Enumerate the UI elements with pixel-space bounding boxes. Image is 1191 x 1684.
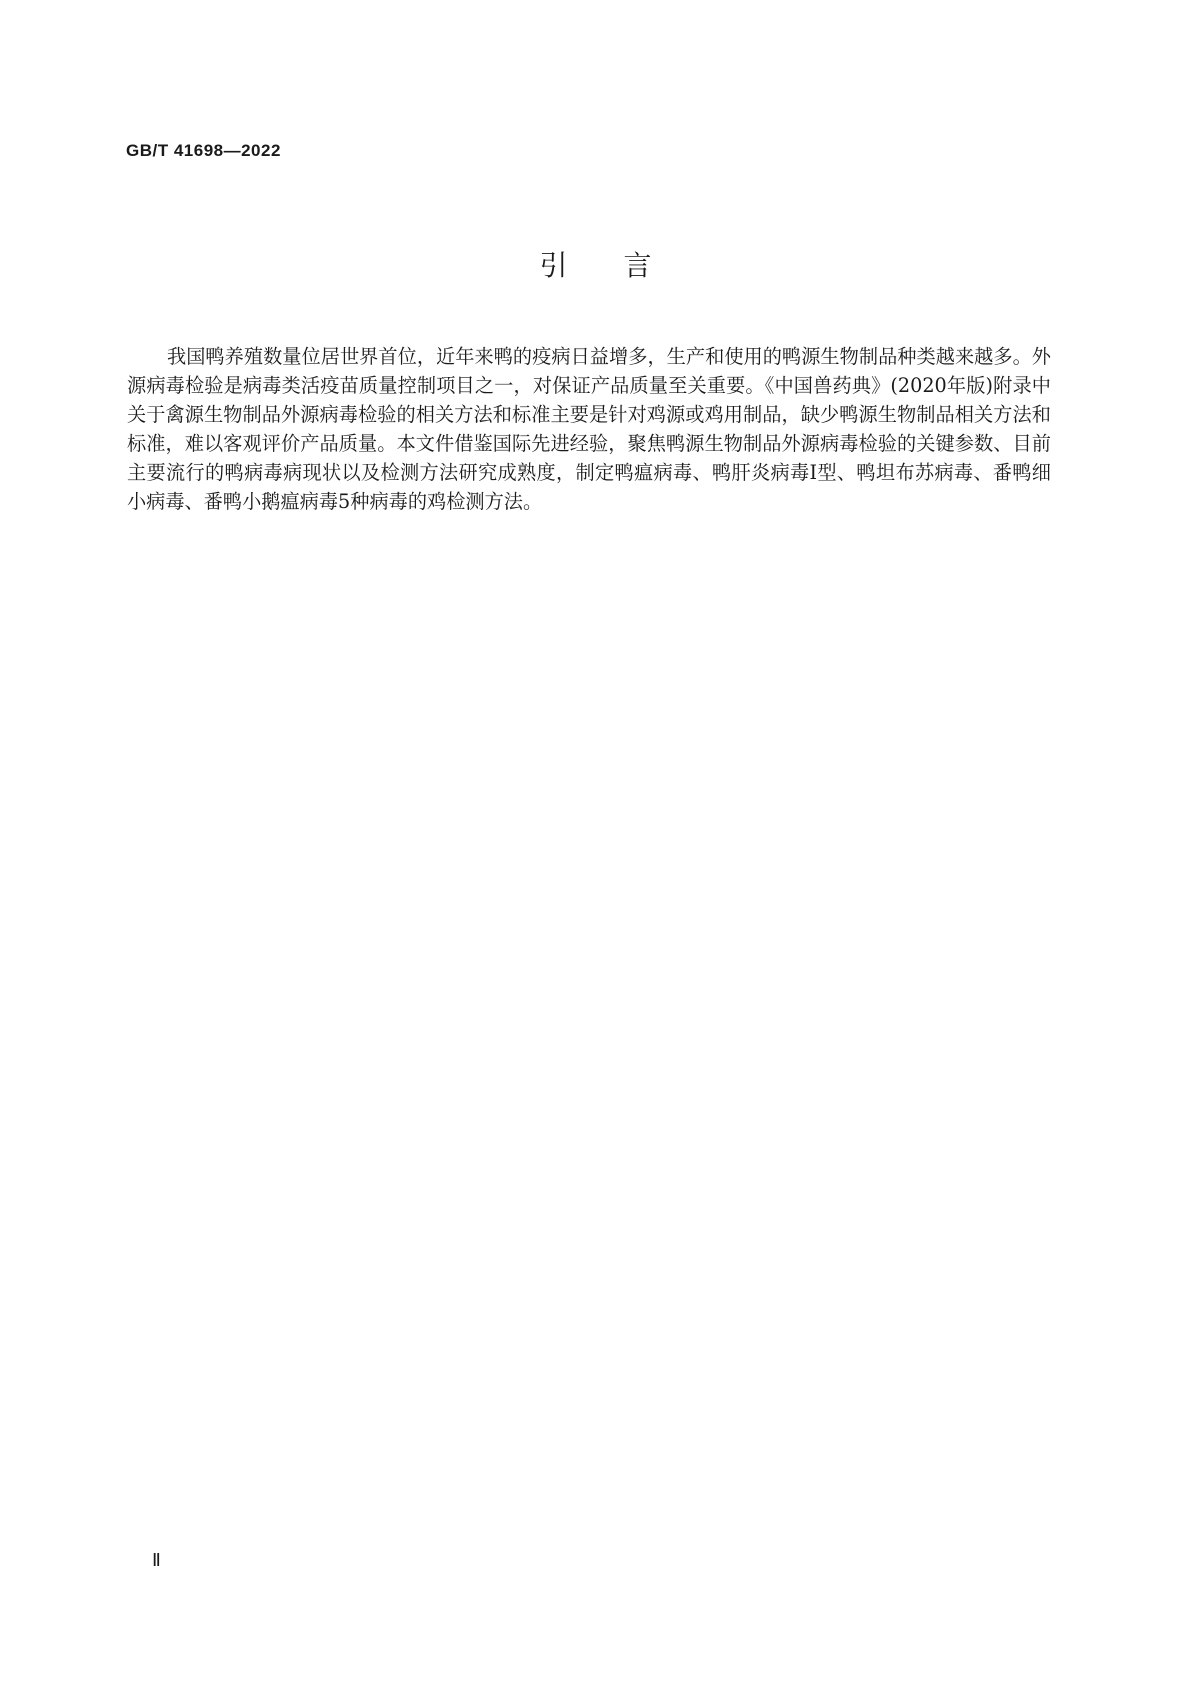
page-number: Ⅱ (152, 1550, 161, 1570)
standard-code: GB/T 41698—2022 (126, 141, 281, 160)
page-title: 引言 (539, 249, 708, 282)
introduction-paragraph: 我国鸭养殖数量位居世界首位，近年来鸭的疫病日益增多，生产和使用的鸭源生物制品种类越来越多。外源病毒检验是病毒类活疫苗质量控制项目之一，对保证产品质量至关重要。《中国兽药典》(2020年版)附录中关于禽源生物制品外源病毒检验的相关方法和标准主要是针对鸡源或鸡用制品，缺少鸭源生物制品相关方法和标准，难以客观评价产品质量。本文件借鉴国际先进经验，聚焦鸭源生物制品外源病毒检验的关键参数、目前主要流行的鸭病毒病现状以及检测方法研究成熟度，制定鸭瘟病毒、鸭肝炎病毒Ⅰ型、鸭坦布苏病毒、番鸭细小病毒、番鸭小鹅瘟病毒5种病毒的鸡检测方法。 (127, 345, 1051, 513)
